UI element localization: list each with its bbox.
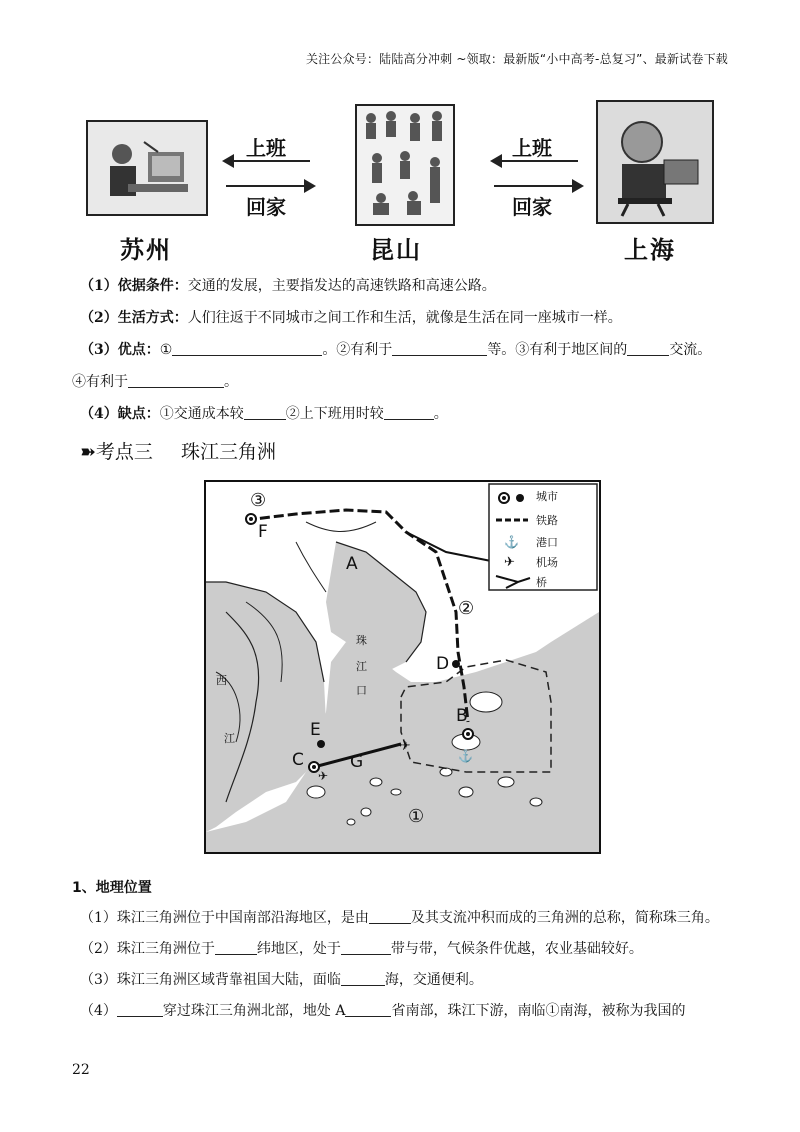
- pearl-river-delta-map: [204, 480, 601, 854]
- answer-blank[interactable]: [341, 971, 385, 986]
- disadvantages-line: （4）缺点：①交通成本较 ②上下班用时较 。: [80, 406, 448, 422]
- map-label-c: C: [292, 750, 304, 770]
- answer-blank[interactable]: [244, 405, 286, 420]
- map-label-3: ③: [250, 490, 267, 511]
- condition-line-1: （1）依据条件：交通的发展，主要指发达的高速铁路和高速公路。: [80, 278, 496, 294]
- map-label-2: ②: [458, 598, 475, 619]
- kunshan-people-illustration: [355, 104, 455, 226]
- legend-city: 城市: [536, 490, 558, 503]
- page-header: 关注公众号：陆陆高分冲刺 ~领取：最新版“小中高考-总复习”、最新试卷下载: [305, 52, 728, 66]
- river-label-west-1: 西: [216, 674, 227, 687]
- airport-icon: ✈: [399, 738, 411, 754]
- shanghai-office-illustration: [596, 100, 714, 224]
- map-label-d: D: [436, 654, 450, 674]
- answer-blank[interactable]: [117, 1002, 163, 1017]
- arrowhead-left-icon: [490, 154, 502, 168]
- river-label-west-2: 江: [224, 732, 235, 745]
- city-suzhou: 苏州: [120, 236, 172, 264]
- arrowhead-right-icon: [304, 179, 316, 193]
- answer-blank[interactable]: [215, 940, 257, 955]
- arrow-marker-icon: ➽: [80, 441, 96, 463]
- geo-line-3: （3）珠江三角洲区域背靠祖国大陆，面临 海，交通便利。: [80, 972, 483, 988]
- page-number: 22: [72, 1062, 90, 1078]
- office-worker-icon: [88, 122, 206, 214]
- airport-icon: ✈: [504, 555, 515, 570]
- map-label-b: B: [456, 706, 468, 726]
- port-icon: ⚓: [458, 749, 473, 763]
- river-label-pearl-2: 江: [356, 660, 367, 673]
- answer-blank[interactable]: [345, 1002, 391, 1017]
- subsection-title: 1、地理位置: [72, 880, 152, 896]
- condition-line-2: （2）生活方式：人们往返于不同城市之间工作和生活，就像是生活在同一座城市一样。: [80, 310, 622, 326]
- river-label-pearl-3: 口: [356, 684, 367, 697]
- river-label-pearl-1: 珠: [356, 634, 367, 647]
- answer-blank[interactable]: [172, 341, 322, 356]
- answer-blank[interactable]: [627, 341, 669, 356]
- legend-airport: 机场: [536, 556, 558, 569]
- answer-blank[interactable]: [341, 940, 391, 955]
- answer-blank[interactable]: [384, 405, 434, 420]
- answer-blank[interactable]: [369, 909, 411, 924]
- map-label-e: E: [310, 720, 321, 740]
- right-arrow-bottom: [226, 185, 306, 187]
- geo-line-2: （2）珠江三角洲位于 纬地区，处于 带与带，气候条件优越，农业基础较好。: [80, 941, 643, 957]
- businessman-laptop-icon: [598, 102, 712, 222]
- left-arrow-top: [226, 160, 310, 162]
- to-work-label-left: 上班: [246, 136, 286, 160]
- go-home-label-left: 回家: [246, 195, 286, 219]
- answer-blank[interactable]: [128, 373, 224, 388]
- legend-railway: 铁路: [536, 514, 558, 527]
- advantages-line-cont: ④有利于 。: [72, 374, 238, 390]
- legend-bridge: 桥: [536, 576, 547, 589]
- section-title: [80, 437, 276, 464]
- suzhou-office-illustration: [86, 120, 208, 216]
- city-kunshan: 昆山: [370, 236, 422, 264]
- legend-port: 港口: [536, 536, 558, 549]
- port-icon: ⚓: [504, 535, 519, 549]
- right-arrow-bottom-right: [494, 185, 574, 187]
- city-shanghai: 上海: [624, 236, 676, 264]
- map-label-a: A: [346, 554, 358, 574]
- map-label-f: F: [258, 522, 268, 542]
- map-label-g: G: [350, 752, 364, 772]
- go-home-label-right: 回家: [512, 195, 552, 219]
- business-people-icon: [357, 106, 453, 224]
- arrowhead-right-icon: [572, 179, 584, 193]
- to-work-label-right: 上班: [512, 136, 552, 160]
- section-heading: 珠江三角洲: [180, 441, 276, 463]
- airport-icon: ✈: [318, 769, 329, 783]
- left-arrow-top-right: [494, 160, 578, 162]
- geo-line-1: （1）珠江三角洲位于中国南部沿海地区，是由 及其支流冲积而成的三角洲的总称，简称珠三角。: [80, 910, 719, 926]
- section-label: 考点三: [95, 441, 153, 463]
- map-label-1: ①: [408, 806, 425, 827]
- arrowhead-left-icon: [222, 154, 234, 168]
- answer-blank[interactable]: [392, 341, 487, 356]
- geo-line-4: （4） 穿过珠江三角洲北部，地处 A 省南部，珠江下游，南临①南海，被称为我国的: [80, 1003, 686, 1019]
- advantages-line: （3）优点：① 。②有利于 等。③有利于地区间的 交流。: [80, 342, 712, 358]
